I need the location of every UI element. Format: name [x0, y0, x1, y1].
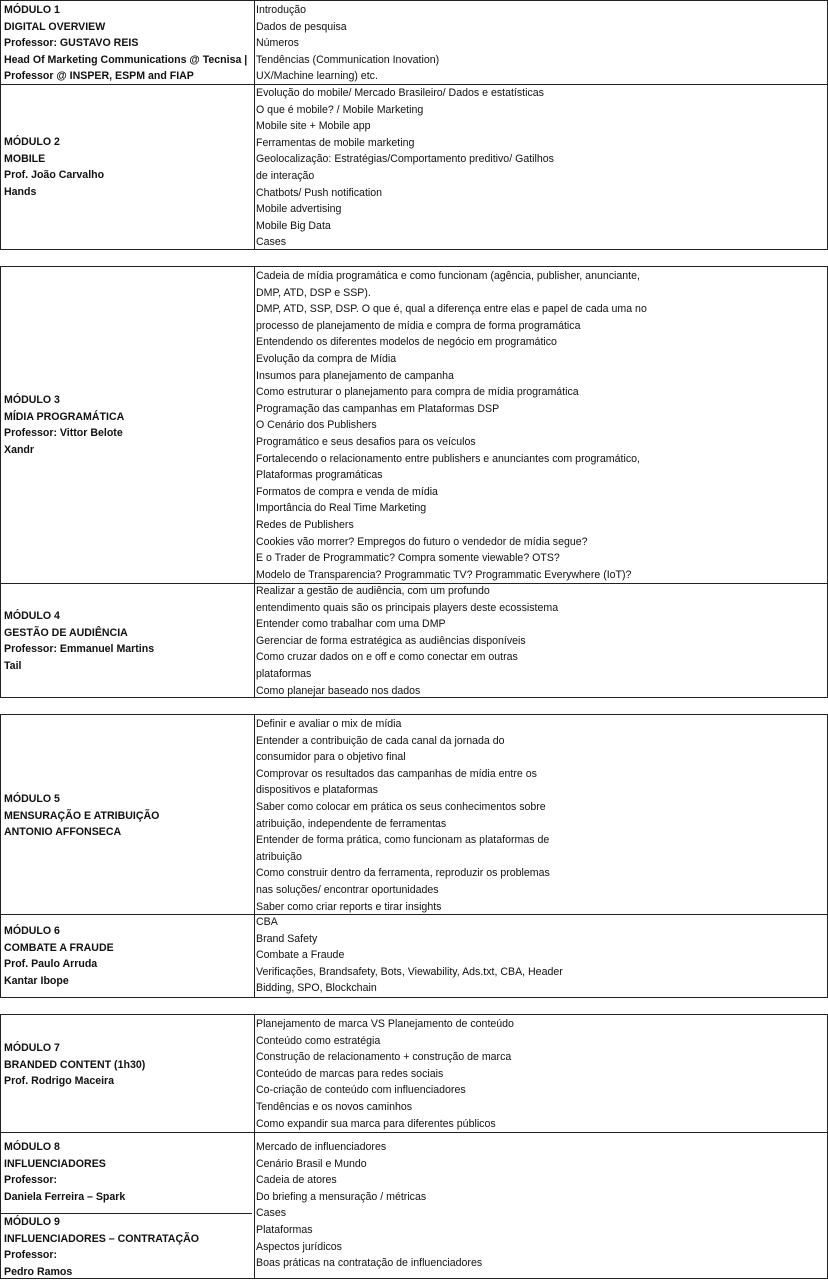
module-5-info [4, 791, 252, 841]
module-4-topics [256, 583, 825, 699]
topic-item: Redes de Publishers [256, 518, 354, 531]
module-4-title: GESTÃO DE AUDIÊNCIA [4, 626, 128, 639]
topic-item: Mobile advertising [256, 203, 342, 216]
module-4-professor: Professor: Emmanuel Martins [4, 643, 155, 656]
module-6-company: Kantar Ibope [4, 974, 69, 987]
topic-item: Evolução da compra de Mídia [256, 352, 397, 365]
topic-item: Tendências (Communication Inovation) [256, 53, 440, 66]
module-2-company: Hands [4, 185, 37, 198]
module-7-number: MÓDULO 7 [4, 1042, 60, 1054]
module-1-info [4, 2, 252, 85]
module-9-title: INFLUENCIADORES – CONTRATAÇÃO [4, 1232, 200, 1245]
topic-item: Conteúdo como estratégia [256, 1034, 381, 1047]
topic-item: Plataformas programáticas [256, 469, 383, 482]
topic-item: Cases [256, 1207, 287, 1220]
table-block-4 [0, 1014, 828, 1279]
topic-item: Programação das campanhas em Plataformas DSP [256, 402, 500, 415]
topic-item: E o Trader de Programmatic? Compra somente viewable? OTS? [256, 552, 560, 565]
module-5-number: MÓDULO 5 [4, 793, 60, 805]
topic-item: Do briefing a mensuração / métricas [256, 1190, 427, 1203]
module-2-title: MOBILE [4, 152, 46, 165]
module-5-professor: ANTONIO AFFONSECA [4, 826, 122, 839]
topic-item: DMP, ATD, DSP e SSP). [256, 286, 371, 299]
topic-item: Evolução do mobile/ Mercado Brasileiro/ Dados e estatísticas [256, 87, 544, 99]
topic-item: CBA [256, 916, 278, 928]
module-4-number: MÓDULO 4 [4, 610, 60, 622]
topic-item: atribuição, independente de ferramentas [256, 817, 447, 830]
module-9-info [4, 1214, 252, 1280]
topic-item: Saber como criar reports e tirar insights [256, 900, 442, 913]
module-2-number: MÓDULO 2 [4, 136, 60, 148]
topic-item: Definir e avaliar o mix de mídia [256, 718, 402, 730]
topic-item: Geolocalização: Estratégias/Comportamento preditivo/ Gatilhos [256, 153, 554, 166]
module-3-topics [256, 268, 825, 583]
table-block-2 [0, 266, 828, 698]
topic-item: Entender de forma prática, como funcionam as plataformas de [256, 834, 550, 847]
module-7-professor: Prof. Rodrigo Maceira [4, 1075, 115, 1088]
topic-item: Introdução [256, 4, 307, 16]
topic-item: Formatos de compra e venda de mídia [256, 485, 438, 498]
table-block-1 [0, 0, 828, 250]
module-8-title: INFLUENCIADORES [4, 1157, 106, 1170]
module-5-topics [256, 716, 825, 915]
topic-item: Plataformas [256, 1223, 313, 1236]
topic-item: Como estruturar o planejamento para compra de mídia programática [256, 386, 579, 399]
topic-item: Cookies vão morrer? Empregos do futuro o vendedor de mídia segue? [256, 535, 588, 548]
topic-item: processo de planejamento de mídia e compra de forma programática [256, 319, 581, 332]
topic-item: Bidding, SPO, Blockchain [256, 982, 377, 995]
topic-item: Cenário Brasil e Mundo [256, 1157, 367, 1170]
topic-item: atribuição [256, 850, 302, 863]
topic-item: Dados de pesquisa [256, 20, 347, 33]
topic-item: Cases [256, 236, 287, 249]
module-1-professor: Professor: GUSTAVO REIS [4, 37, 139, 50]
module-2-topics [256, 85, 825, 251]
topic-item: Chatbots/ Push notification [256, 186, 383, 199]
module-9-professor-label: Professor: [4, 1249, 57, 1262]
module-8-topics [256, 1139, 825, 1272]
topic-item: dispositivos e plataformas [256, 784, 378, 797]
module-8-professor: Daniela Ferreira – Spark [4, 1190, 126, 1203]
topic-item: Conteúdo de marcas para redes sociais [256, 1067, 444, 1080]
module-9-number: MÓDULO 9 [4, 1216, 60, 1228]
module-1-role: Professor @ INSPER, ESPM and FIAP [4, 70, 194, 83]
topic-item: Entender a contribuição de cada canal da jornada do [256, 734, 505, 747]
module-1-number: MÓDULO 1 [4, 4, 60, 16]
topic-item: Mercado de influenciadores [256, 1141, 387, 1153]
module-1-role: Head Of Marketing Communications @ Tecnisa | [4, 53, 248, 66]
topic-item: Como planejar baseado nos dados [256, 684, 421, 697]
topic-item: Construção de relacionamento + construção de marca [256, 1051, 512, 1064]
module-4-info [4, 608, 252, 674]
module-3-title: MÍDIA PROGRAMÁTICA [4, 410, 125, 423]
topic-item: Como cruzar dados on e off e como conectar em outras [256, 651, 518, 664]
topic-item: Realizar a gestão de audiência, com um profundo [256, 585, 490, 597]
topic-item: Entender como trabalhar com uma DMP [256, 618, 446, 631]
module-1-title: DIGITAL OVERVIEW [4, 20, 106, 33]
module-9-professor: Pedro Ramos [4, 1265, 73, 1278]
topic-item: Brand Safety [256, 932, 318, 945]
module-5-title: MENSURAÇÃO E ATRIBUIÇÃO [4, 809, 160, 822]
topic-item: Modelo de Transparencia? Programmatic TV? Programmatic Everywhere (IoT)? [256, 568, 632, 581]
module-6-title: COMBATE A FRAUDE [4, 941, 114, 954]
module-6-topics [256, 914, 825, 997]
table-block-3 [0, 714, 828, 998]
topic-item: Programático e seus desafios para os veículos [256, 435, 476, 448]
topic-item: Números [256, 37, 299, 50]
module-6-professor: Prof. Paulo Arruda [4, 958, 98, 971]
topic-item: Gerenciar de forma estratégica as audiências disponíveis [256, 634, 526, 647]
topic-item: Importância do Real Time Marketing [256, 502, 427, 515]
topic-item: Aspectos jurídicos [256, 1240, 342, 1253]
topic-item: Tendências e os novos caminhos [256, 1100, 413, 1113]
topic-item: nas soluções/ encontrar oportunidades [256, 883, 439, 896]
topic-item: DMP, ATD, SSP, DSP. O que é, qual a diferença entre elas e papel de cada uma no [256, 303, 647, 316]
topic-item: Entendendo os diferentes modelos de negócio em programático [256, 336, 557, 349]
topic-item: entendimento quais são os principais players deste ecossistema [256, 601, 559, 614]
topic-item: plataformas [256, 667, 312, 680]
topic-item: Combate a Fraude [256, 949, 345, 962]
topic-item: Comprovar os resultados das campanhas de mídia entre os [256, 767, 537, 780]
module-8-info [4, 1139, 252, 1205]
module-6-info [4, 923, 252, 989]
module-8-number: MÓDULO 8 [4, 1141, 60, 1153]
topic-item: Boas práticas na contratação de influenciadores [256, 1257, 483, 1270]
module-7-title: BRANDED CONTENT (1h30) [4, 1058, 146, 1071]
module-3-number: MÓDULO 3 [4, 394, 60, 406]
module-7-topics [256, 1016, 825, 1132]
module-7-info [4, 1040, 252, 1090]
topic-item: Planejamento de marca VS Planejamento de conteúdo [256, 1018, 514, 1030]
topic-item: Mobile site + Mobile app [256, 120, 371, 133]
module-2-professor: Prof. João Carvalho [4, 169, 105, 182]
module-4-company: Tail [4, 659, 22, 672]
module-8-professor-label: Professor: [4, 1174, 57, 1187]
topic-item: O que é mobile? / Mobile Marketing [256, 103, 424, 116]
topic-item: Como expandir sua marca para diferentes públicos [256, 1117, 496, 1130]
topic-item: UX/Machine learning) etc. [256, 70, 378, 83]
module-3-professor: Professor: Vittor Belote [4, 427, 123, 440]
topic-item: O Cenário dos Publishers [256, 419, 377, 432]
topic-item: Insumos para planejamento de campanha [256, 369, 454, 382]
topic-item: Como construir dentro da ferramenta, reproduzir os problemas [256, 867, 550, 880]
topic-item: de interação [256, 169, 315, 182]
topic-item: Ferramentas de mobile marketing [256, 136, 415, 149]
module-1-topics [256, 2, 825, 85]
module-3-company: Xandr [4, 443, 35, 456]
topic-item: Cadeia de mídia programática e como funcionam (agência, publisher, anunciante, [256, 270, 640, 282]
topic-item: Saber como colocar em prática os seus conhecimentos sobre [256, 800, 546, 813]
topic-item: Verificações, Brandsafety, Bots, Viewability, Ads.txt, CBA, Header [256, 965, 563, 978]
topic-item: Fortalecendo o relacionamento entre publishers e anunciantes com programático, [256, 452, 640, 465]
topic-item: Cadeia de atores [256, 1174, 337, 1187]
module-3-info [4, 392, 252, 458]
topic-item: consumidor para o objetivo final [256, 751, 406, 764]
module-2-info [4, 134, 252, 200]
topic-item: Mobile Big Data [256, 219, 331, 232]
topic-item: Co-criação de conteúdo com influenciadores [256, 1084, 466, 1097]
module-6-number: MÓDULO 6 [4, 925, 60, 937]
